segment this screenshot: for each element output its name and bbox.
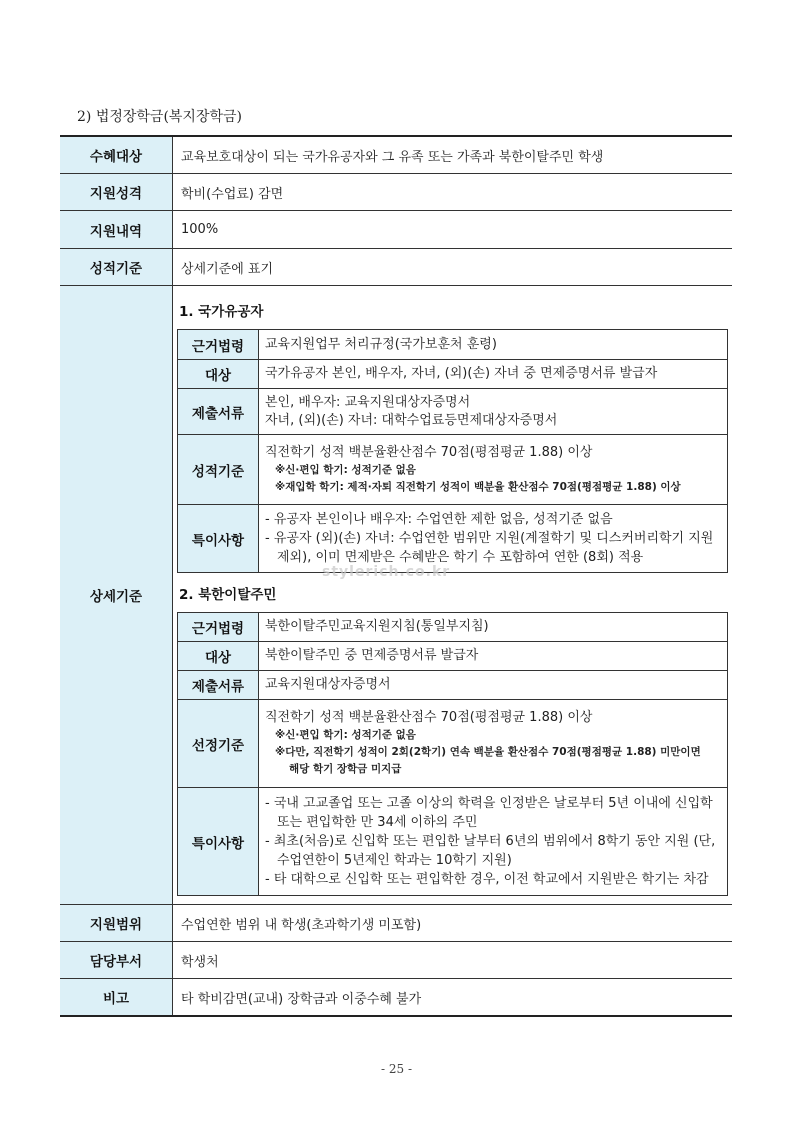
row-dept (60, 942, 732, 979)
row-detail (60, 286, 732, 905)
s1-special1: - 유공자 본인이나 배우자: 수업연한 제한 없음, 성적기준 없음 (265, 512, 613, 527)
row-amount (60, 211, 732, 249)
value-nature: 학비(수업료) 감면 (173, 174, 733, 211)
value-scope: 수업연한 범위 내 학생(초과학기생 미포함) (173, 905, 733, 942)
value-amount: 100% (173, 211, 733, 249)
section2-table (177, 612, 728, 896)
row-grade (60, 249, 732, 286)
page-heading: 2) 법정장학금(복지장학금) (77, 109, 242, 125)
watermark: stylerich.co.kr (322, 564, 451, 580)
s2-grade-main: 직전학기 성적 백분율환산점수 70점(평점평균 1.88) 이상 (265, 710, 593, 725)
s1-target-label: 대상 (178, 360, 259, 389)
label-grade: 성적기준 (60, 249, 173, 286)
detail-cell (173, 286, 733, 905)
row-target (60, 136, 732, 174)
s2-grade-label: 선정기준 (178, 700, 259, 788)
s1-docs-line2: 자녀, (외)(손) 자녀: 대학수업료등면제대상자증명서 (265, 412, 558, 428)
s1-grade-main: 직전학기 성적 백분율환산점수 70점(평점평균 1.88) 이상 (265, 444, 593, 460)
s1-grade-note2: ※재입학 학기: 제적·자퇴 직전학기 성적이 백분율 환산점수 70점(평점평균 1.88) 이상 (275, 480, 681, 493)
label-note: 비고 (60, 979, 173, 1017)
s2-docs-label: 제출서류 (178, 671, 259, 700)
row-note (60, 979, 732, 1017)
s2-special2: - 최초(처음)로 신입학 또는 편입한 날부터 6년의 범위에서 8학기 동안 지원 (단, 수업연한이 5년제인 학과는 10학기 지원) (265, 834, 716, 868)
s1-docs-line1: 본인, 배우자: 교육지원대상자증명서 (265, 394, 471, 410)
page-number: - 25 - (380, 1062, 412, 1076)
label-dept: 담당부서 (60, 942, 173, 979)
label-nature: 지원성격 (60, 174, 173, 211)
s2-special-label: 특이사항 (178, 788, 259, 896)
row-nature (60, 174, 732, 211)
s2-special3: - 타 대학으로 신입학 또는 편입학한 경우, 이전 학교에서 지원받은 학기는 차감 (265, 872, 709, 887)
s1-grade-label: 성적기준 (178, 435, 259, 505)
value-grade: 상세기준에 표기 (173, 249, 733, 286)
s2-law-label: 근거법령 (178, 613, 259, 642)
section2-title: 2. 북한이탈주민 (179, 587, 277, 603)
s2-grade-note1: ※신·편입 학기: 성적기준 없음 (275, 729, 416, 741)
section1-table (177, 329, 728, 573)
label-scope: 지원범위 (60, 905, 173, 942)
row-scope (60, 905, 732, 942)
label-amount: 지원내역 (60, 211, 173, 249)
s1-law-label: 근거법령 (178, 330, 259, 360)
s1-law: 교육지원업무 처리규정(국가보훈처 훈령) (259, 330, 728, 360)
value-note: 타 학비감면(교내) 장학금과 이중수혜 불가 (173, 979, 733, 1017)
label-detail: 상세기준 (60, 286, 173, 905)
s2-target-label: 대상 (178, 642, 259, 671)
s1-special-label: 특이사항 (178, 505, 259, 573)
s1-special2: - 유공자 (외)(손) 자녀: 수업연한 범위만 지원(계절학기 및 디스커버리학기 지원 제외), 이미 면제받은 수혜받은 학기 수 포함하여 연한 (8회) 적용 (265, 531, 714, 565)
s2-grade-note2: ※다만, 직전학기 성적이 2회(2학기) 연속 백분율 환산점수 70점(평점평균 1.88) 미만이면 (275, 746, 701, 758)
s1-grade-note1: ※신·편입 학기: 성적기준 없음 (275, 463, 416, 476)
label-target: 수혜대상 (60, 136, 173, 174)
s1-docs-label: 제출서류 (178, 389, 259, 435)
section1-title: 1. 국가유공자 (179, 304, 264, 320)
s2-law: 북한이탈주민교육지원지침(통일부지침) (259, 613, 728, 642)
s1-target: 국가유공자 본인, 배우자, 자녀, (외)(손) 자녀 중 면제증명서류 발급자 (259, 360, 728, 389)
s2-target: 북한이탈주민 중 면제증명서류 발급자 (259, 642, 728, 671)
value-dept: 학생처 (173, 942, 733, 979)
s2-grade-note3: 해당 학기 장학금 미지급 (289, 763, 402, 775)
value-target: 교육보호대상이 되는 국가유공자와 그 유족 또는 가족과 북한이탈주민 학생 (173, 136, 733, 174)
s2-docs: 교육지원대상자증명서 (259, 671, 728, 700)
s2-special1: - 국내 고교졸업 또는 고졸 이상의 학력을 인정받은 날로부터 5년 이내에 신입학 또는 편입학한 만 34세 이하의 주민 (265, 796, 713, 830)
